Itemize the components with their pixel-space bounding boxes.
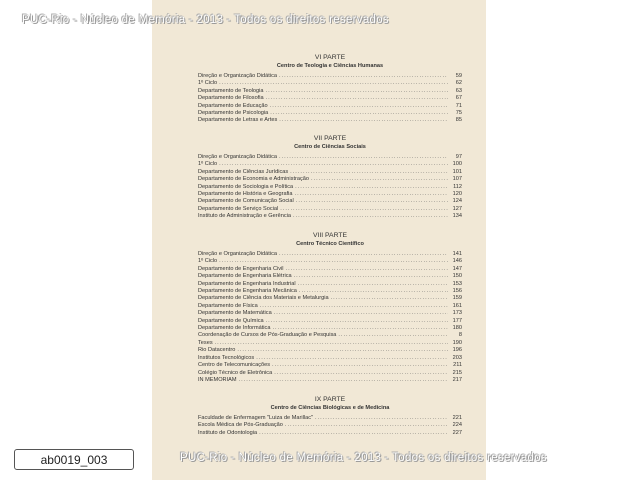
dot-leader: [272, 370, 448, 377]
toc-entry: [198, 332, 462, 339]
dot-leader: [270, 362, 448, 369]
toc-entry-label: IN MEMORIAM: [198, 376, 237, 383]
dot-leader: [294, 198, 448, 205]
part-subtitle: Centro de Teologia e Ciências Humanas: [276, 63, 384, 69]
toc-entry: [198, 184, 462, 191]
toc-entry-page: 150: [452, 273, 462, 280]
toc-entry: [198, 73, 462, 80]
toc-entry: [198, 303, 462, 310]
part-title: VIII PARTE: [312, 232, 348, 239]
toc-entry-label: Departamento de Educação: [198, 102, 268, 109]
toc-entry-page: 211: [453, 362, 462, 369]
section-vii: [198, 135, 462, 221]
toc-entry: [198, 318, 462, 325]
part-subtitle: Centro Técnico Científico: [296, 241, 364, 247]
dot-leader: [237, 377, 448, 384]
toc-entry-page: 141: [452, 251, 462, 257]
toc-entry-page: 134: [452, 213, 462, 220]
toc-entry-page: 221: [452, 415, 462, 421]
dot-leader: [264, 88, 448, 95]
toc-entry-page: 101: [452, 168, 462, 175]
toc-entry-page: 67: [455, 95, 462, 102]
dot-leader: [272, 310, 448, 317]
toc-entry-label: 1º Ciclo: [198, 80, 218, 87]
toc-entry: [198, 154, 462, 161]
toc-entry-page: 63: [455, 87, 462, 94]
toc-entry-page: 112: [453, 183, 462, 190]
toc-entry-label: Departamento de Física: [198, 302, 258, 309]
dot-leader: [336, 332, 448, 339]
toc-entry-page: 180: [452, 325, 462, 332]
toc-entry-label: Rio Datacentro: [198, 347, 236, 354]
toc-entry-label: Departamento de Comunicação Social: [198, 198, 294, 205]
toc-entry-page: 107: [452, 176, 462, 183]
dot-leader: [268, 110, 448, 117]
toc-entry-page: 161: [452, 302, 462, 309]
toc-entry-page: 8: [458, 332, 462, 339]
part-subtitle: Centro de Ciências Sociais: [294, 144, 366, 150]
toc-entry-label: Departamento de Engenharia Elétrica: [198, 273, 292, 280]
document-page: [152, 0, 486, 480]
toc-entry-label: Coordenação de Cursos de Pós-Graduação e Pesquisa: [198, 332, 337, 339]
section-viii: [198, 232, 462, 384]
toc-entry-label: Departamento de Engenharia Mecânica: [198, 288, 297, 295]
toc-entry-label: Instituto de Odontologia: [198, 429, 258, 436]
toc-entry-label: Departamento de Economia e Administração: [198, 176, 310, 183]
dot-leader: [283, 422, 448, 429]
dot-leader: [284, 266, 448, 273]
dot-leader: [268, 103, 448, 110]
toc-entry-label: Direção e Organização Didática: [198, 73, 277, 79]
image-id-label: ab0019_003: [14, 449, 134, 470]
part-subtitle: Centro de Ciências Biológicas e de Medicina: [270, 405, 390, 411]
toc-entry-page: 59: [455, 73, 462, 79]
dot-leader: [278, 206, 448, 213]
dot-leader: [270, 325, 448, 332]
toc-entry-label: Departamento de Ciência dos Materiais e Metalurgia: [198, 295, 329, 302]
dot-leader: [297, 288, 448, 295]
toc-entry: [198, 169, 462, 176]
toc-entry-label: Escola Médica de Pós-Graduação: [198, 422, 283, 429]
toc-entry-page: 173: [452, 310, 462, 317]
section-ix: [198, 396, 462, 437]
toc-entry-label: Departamento de Teologia: [198, 87, 264, 94]
dot-leader: [217, 80, 448, 87]
toc-entry-label: Colégio Técnico de Eletrônica: [198, 369, 273, 376]
toc-entry-page: 100: [452, 161, 462, 168]
toc-entry-page: 215: [452, 369, 462, 376]
toc-entry-page: 159: [452, 295, 462, 302]
toc-entry-label: Departamento de Psicologia: [198, 110, 269, 117]
toc-entry: [198, 88, 462, 95]
dot-leader: [277, 251, 448, 258]
dot-leader: [292, 273, 448, 280]
toc-entry-label: Departamento de História e Geografia: [198, 191, 293, 198]
toc-entry-page: 75: [455, 110, 462, 117]
toc-entry: [198, 281, 462, 288]
dot-leader: [213, 340, 448, 347]
toc-entry-label: Centro de Telecomunicações: [198, 362, 271, 369]
toc-entry: [198, 377, 462, 384]
toc-entry: [198, 355, 462, 362]
toc-entry-label: Instituto de Administração e Gerência: [198, 213, 291, 220]
toc-entry: [198, 430, 462, 437]
toc-entry-label: Direção e Organização Didática: [198, 154, 277, 160]
toc-entry-label: Departamento de Sociologia e Política: [198, 183, 294, 190]
toc-entries: [198, 415, 462, 437]
dot-leader: [257, 430, 448, 437]
section-vi: [198, 54, 462, 125]
toc-entry-label: Departamento de Ciências Jurídicas: [198, 168, 289, 175]
toc-entry-label: Departamento de Matemática: [198, 310, 272, 317]
toc-entry: [198, 95, 462, 102]
toc-entry: [198, 80, 462, 87]
toc-entry-page: 156: [452, 288, 462, 295]
toc-entry-label: Departamento de Filosofia: [198, 95, 264, 102]
toc-entry: [198, 161, 462, 168]
toc-entry: [198, 340, 462, 347]
dot-leader: [291, 213, 448, 220]
toc-entry-label: Teses: [198, 339, 213, 346]
dot-leader: [277, 73, 448, 80]
toc-entry: [198, 295, 462, 302]
toc-entry: [198, 103, 462, 110]
toc-entry: [198, 191, 462, 198]
toc-entry: [198, 325, 462, 332]
dot-leader: [254, 355, 448, 362]
toc-entries: [198, 251, 462, 384]
toc-entry-label: Direção e Organização Didática: [198, 251, 277, 257]
dot-leader: [329, 295, 448, 302]
toc-entry: [198, 176, 462, 183]
dot-leader: [217, 258, 448, 265]
toc-entry-page: 127: [452, 205, 462, 212]
dot-leader: [296, 281, 448, 288]
toc-entry-page: 177: [452, 317, 462, 324]
part-title: VII PARTE: [313, 135, 347, 142]
toc-entry-page: 196: [452, 347, 462, 354]
part-title: IX PARTE: [314, 396, 346, 403]
toc-entry-label: Institutos Tecnológicos: [198, 354, 255, 361]
dot-leader: [264, 95, 448, 102]
toc-entry: [198, 251, 462, 258]
dot-leader: [313, 415, 448, 422]
toc-entry-page: 71: [455, 102, 462, 109]
toc-entry-label: Departamento de Química: [198, 317, 264, 324]
toc-entry: [198, 117, 462, 124]
dot-leader: [293, 191, 448, 198]
toc-entry-label: 1º Ciclo: [198, 161, 218, 168]
toc-entries: [198, 73, 462, 125]
toc-entry-page: 97: [455, 154, 462, 160]
toc-entry: [198, 310, 462, 317]
toc-entry: [198, 110, 462, 117]
watermark-bottom: PUC-Rio - Núcleo de Memória - 2013 - Todos os direitos reservados: [180, 452, 547, 464]
dot-leader: [235, 347, 448, 354]
toc-entry-page: 227: [452, 429, 462, 436]
toc-entry: [198, 273, 462, 280]
dot-leader: [264, 318, 448, 325]
toc-entry-label: Departamento de Serviço Social: [198, 205, 279, 212]
toc-entry: [198, 198, 462, 205]
toc-entry-page: 217: [452, 376, 462, 383]
toc-entry: [198, 213, 462, 220]
toc-entry: [198, 415, 462, 422]
toc-entry-page: 120: [452, 191, 462, 198]
toc-entry-label: Departamento de Engenharia Civil: [198, 265, 284, 272]
toc-entry: [198, 347, 462, 354]
toc-entry-page: 146: [452, 258, 462, 265]
toc-entry-label: Faculdade de Enfermagem "Luiza de Marillac": [198, 415, 313, 421]
dot-leader: [277, 117, 448, 124]
dot-leader: [277, 154, 448, 161]
toc-entry: [198, 206, 462, 213]
dot-leader: [288, 169, 448, 176]
dot-leader: [309, 176, 448, 183]
toc-entries: [198, 154, 462, 221]
toc-entry-label: Departamento de Engenharia Industrial: [198, 280, 296, 287]
toc-entry: [198, 370, 462, 377]
toc-entry-page: 62: [455, 80, 462, 87]
toc-entry: [198, 422, 462, 429]
dot-leader: [217, 161, 448, 168]
toc-entry-page: 85: [455, 117, 462, 124]
toc-entry: [198, 288, 462, 295]
dot-leader: [258, 303, 448, 310]
toc-entry-page: 153: [452, 280, 462, 287]
toc-entry-page: 203: [452, 354, 462, 361]
toc-entry-page: 224: [452, 422, 462, 429]
toc-entry-page: 124: [452, 198, 462, 205]
toc-entry-label: 1º Ciclo: [198, 258, 218, 265]
toc-entry: [198, 258, 462, 265]
watermark-top: PUC-Rio - Núcleo de Memória - 2013 - Todos os direitos reservados: [22, 14, 389, 26]
toc-entry: [198, 362, 462, 369]
toc-entry-page: 190: [452, 339, 462, 346]
toc-entry-label: Departamento de Letras e Artes: [198, 117, 278, 124]
dot-leader: [293, 184, 448, 191]
toc-entry: [198, 266, 462, 273]
toc-entry-label: Departamento de Informática: [198, 325, 271, 332]
toc-entry-page: 147: [452, 265, 462, 272]
part-title: VI PARTE: [314, 54, 346, 61]
